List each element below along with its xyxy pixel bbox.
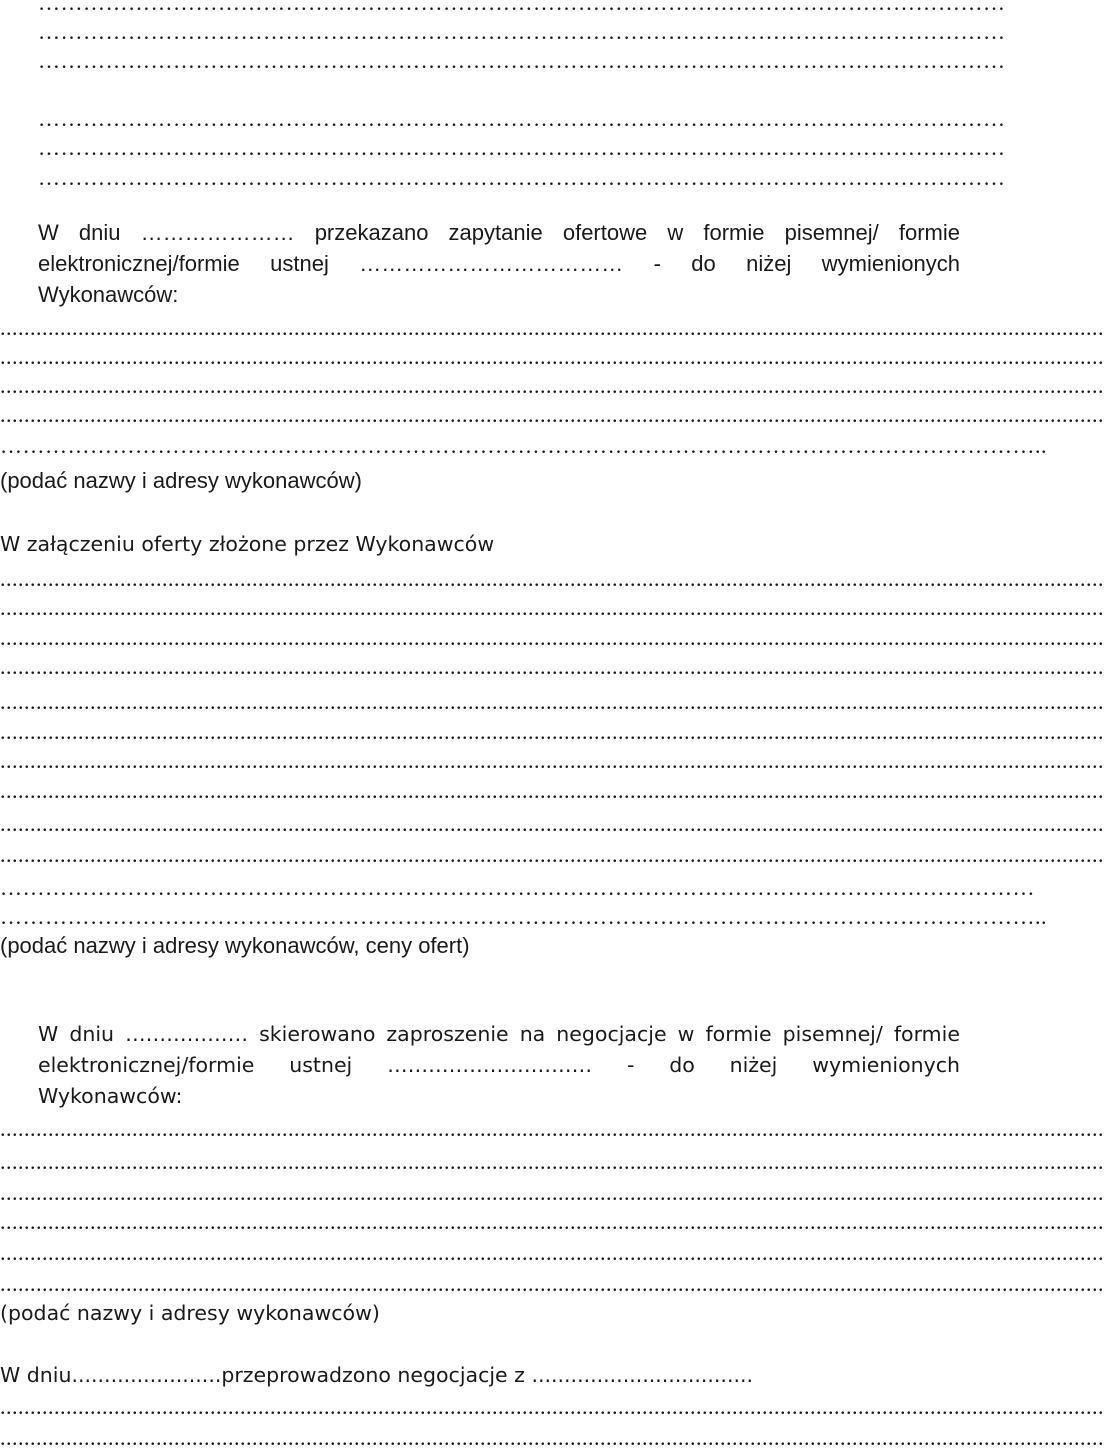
word: -: [626, 1053, 635, 1077]
dotted-line: ........................................................................................................................................................................................: [0, 1425, 1104, 1450]
dotted-line: ........................................................................................................................................................................................: [0, 315, 1104, 340]
dotted-line: ........................................................................................................................................................................................: [0, 654, 1104, 679]
dotted-line: ........................................................................................................................................................................................: [0, 1149, 1104, 1174]
dotted-line: ........................................................................................................................................................................................: [0, 344, 1104, 369]
word: na: [519, 1022, 546, 1046]
invitation-line-2: [38, 1050, 960, 1080]
dotted-line: ........................................................................................................................................................................................: [0, 1116, 1104, 1141]
word: niżej: [746, 251, 792, 276]
word: formie: [703, 220, 765, 245]
dotted-line: ........................................................................................................................................................................................: [0, 402, 1104, 427]
dotted-line: ........................................................................................................................................................................................: [0, 811, 1104, 836]
dotted-line: ........................................................................................................................................................................................: [0, 1180, 1104, 1205]
invitation-line-1: [38, 1019, 960, 1049]
dotted-line: ........................................................................................................................................................................................: [0, 719, 1104, 744]
dotted-line: …………………………………………………………………………………………………………………: [38, 19, 1006, 44]
word: ustnej: [270, 251, 329, 276]
word: elektronicznej/formie: [38, 251, 240, 276]
word: -: [653, 251, 661, 276]
dotted-line: …………………………………………………………………………………………………………………: [38, 165, 1006, 190]
dotted-line: ........................................................................................................................................................................................: [0, 566, 1104, 591]
dotted-line: …………………………………………………………………………………………………………………………..: [0, 904, 1047, 929]
dotted-line: ........................................................................................................................................................................................: [0, 1240, 1104, 1265]
word: elektronicznej/formie: [38, 1053, 255, 1077]
dotted-line: ........................................................................................................................................................................................: [0, 1271, 1104, 1296]
word: formie: [705, 1022, 772, 1046]
dotted-line: ........................................................................................................................................................................................: [0, 748, 1104, 773]
dotted-line: …………………………………………………………………………………………………………………………..: [0, 433, 1047, 458]
word: W: [38, 220, 59, 245]
dotted-line: ........................................................................................................................................................................................: [0, 689, 1104, 714]
word: do: [669, 1053, 695, 1077]
date-blank: …………………: [140, 220, 295, 245]
word: zaproszenie: [386, 1022, 509, 1046]
offers-heading: W załączeniu oferty złożone przez Wykonawców: [0, 532, 495, 556]
word: formie: [893, 1022, 960, 1046]
dotted-line: …………………………………………………………………………………………………………………: [38, 0, 1006, 15]
word: niżej: [729, 1053, 778, 1077]
inquiry-line-2: [38, 249, 960, 279]
invitation-line-3: Wykonawców:: [38, 1084, 183, 1108]
inquiry-line-3: Wykonawców:: [38, 282, 179, 307]
dotted-line: ........................................................................................................................................................................................: [0, 1394, 1104, 1419]
word: dniu: [78, 220, 121, 245]
word: wymienionych: [821, 251, 960, 276]
word: w: [677, 1022, 695, 1046]
dotted-line: ........................................................................................................................................................................................: [0, 373, 1104, 398]
word: ustnej: [289, 1053, 353, 1077]
word: w: [667, 220, 684, 245]
word: formie: [898, 220, 960, 245]
word: ofertowe: [562, 220, 648, 245]
dotted-line: …………………………………………………………………………………………………………………………: [0, 875, 1035, 900]
word: W: [38, 1022, 59, 1046]
word: zapytanie: [448, 220, 543, 245]
dotted-line: ........................................................................................................................................................................................: [0, 625, 1104, 650]
word: pisemnej/: [782, 1022, 883, 1046]
dotted-line: …………………………………………………………………………………………………………………: [38, 48, 1006, 73]
word: przekazano: [314, 220, 429, 245]
dotted-line: ........................................................................................................................................................................................: [0, 778, 1104, 803]
word: negocjacje: [556, 1022, 667, 1046]
contractors-note: (podać nazwy i adresy wykonawców): [0, 468, 362, 493]
inquiry-line-1: [38, 218, 960, 248]
word: skierowano: [259, 1022, 376, 1046]
dotted-line: …………………………………………………………………………………………………………………: [38, 135, 1006, 160]
word: wymienionych: [812, 1053, 960, 1077]
invitation-note: (podać nazwy i adresy wykonawców): [0, 1301, 380, 1325]
blank: …………………………: [387, 1053, 593, 1077]
word: dniu: [69, 1022, 115, 1046]
date-blank: ………………: [125, 1022, 249, 1046]
negotiations-line: W dniu.......................przeprowadzono negocjacje z ..................................: [0, 1363, 754, 1387]
dotted-line: ........................................................................................................................................................................................: [0, 595, 1104, 620]
word: do: [691, 251, 716, 276]
blank: ………………………………: [359, 251, 624, 276]
dotted-line: ........................................................................................................................................................................................: [0, 842, 1104, 867]
dotted-line: …………………………………………………………………………………………………………………: [38, 106, 1006, 131]
offers-note: (podać nazwy i adresy wykonawców, ceny ofert): [0, 933, 470, 958]
dotted-line: ........................................................................................................................................................................................: [0, 1209, 1104, 1234]
word: pisemnej/: [784, 220, 879, 245]
